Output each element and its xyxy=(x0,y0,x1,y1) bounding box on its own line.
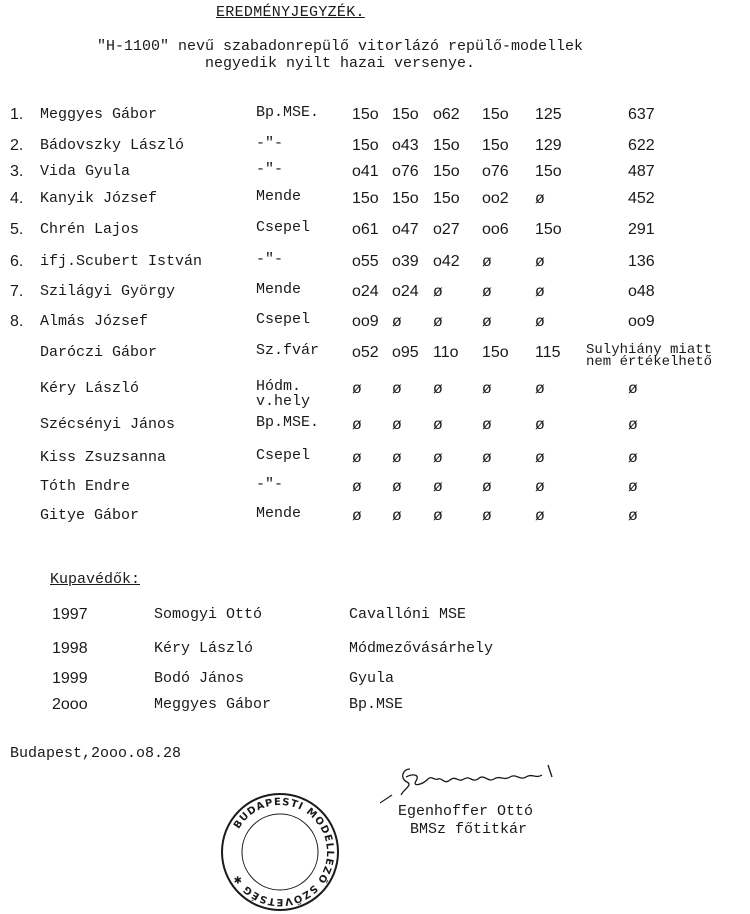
total-cell: o48 xyxy=(628,283,655,300)
score-cell: ø xyxy=(392,478,402,495)
name-cell: Daróczi Gábor xyxy=(40,344,158,361)
club-cell: Hódm. xyxy=(256,378,302,395)
name-cell: Szilágyi György xyxy=(40,283,176,300)
score-cell: o61 xyxy=(352,221,379,238)
club-cell: -"- xyxy=(256,161,284,178)
score-cell: o39 xyxy=(392,253,419,270)
score-cell: 15o xyxy=(433,190,460,207)
score-cell: ø xyxy=(352,478,362,495)
signer-title: BMSz főtitkár xyxy=(410,821,528,838)
table-row xyxy=(0,137,750,159)
score-cell: ø xyxy=(482,380,492,397)
total-cell: ø xyxy=(628,478,638,495)
score-cell: 15o xyxy=(352,190,379,207)
score-cell: ø xyxy=(352,507,362,524)
score-cell: ø xyxy=(352,416,362,433)
cup-name: Meggyes Gábor xyxy=(154,696,272,713)
club-cell: Sz.fvár xyxy=(256,342,320,359)
cup-club: Bp.MSE xyxy=(349,696,404,713)
score-cell: oo2 xyxy=(482,190,509,207)
table-row xyxy=(0,378,750,410)
score-cell: ø xyxy=(482,416,492,433)
score-cell: 15o xyxy=(352,137,379,154)
table-row xyxy=(0,416,750,438)
document-title: EREDMÉNYJEGYZÉK. xyxy=(216,4,365,21)
subtitle-line-2: negyedik nyilt hazai versenye. xyxy=(204,55,476,72)
name-cell: Kéry László xyxy=(40,380,140,397)
table-row xyxy=(0,342,750,370)
name-cell: Meggyes Gábor xyxy=(40,106,158,123)
score-cell: o42 xyxy=(433,253,460,270)
score-cell: ø xyxy=(482,507,492,524)
table-row xyxy=(0,449,750,471)
rank-cell: 5. xyxy=(10,221,24,238)
name-cell: Chrén Lajos xyxy=(40,221,140,238)
table-row xyxy=(0,163,750,185)
place-date: Budapest,2ooo.o8.28 xyxy=(10,745,182,762)
score-cell: 129 xyxy=(535,137,562,154)
total-cell: 637 xyxy=(628,106,655,123)
score-cell: 15o xyxy=(535,163,562,180)
cup-name: Kéry László xyxy=(154,640,254,657)
score-cell: o52 xyxy=(352,344,379,361)
score-cell: 15o xyxy=(535,221,562,238)
score-cell: ø xyxy=(482,283,492,300)
score-cell: ø xyxy=(535,313,545,330)
cup-year: 1998 xyxy=(52,640,88,657)
note-line-2: nem értékelhető xyxy=(586,354,713,370)
table-row xyxy=(0,283,750,305)
club-cell: -"- xyxy=(256,476,284,493)
score-cell: o41 xyxy=(352,163,379,180)
name-cell: Gitye Gábor xyxy=(40,507,140,524)
rank-cell: 7. xyxy=(10,283,24,300)
cup-club: Cavallóni MSE xyxy=(349,606,467,623)
score-cell: ø xyxy=(433,416,443,433)
score-cell: 15o xyxy=(482,344,509,361)
score-cell: ø xyxy=(433,449,443,466)
name-cell: Tóth Endre xyxy=(40,478,131,495)
score-cell: o24 xyxy=(352,283,379,300)
total-cell: 136 xyxy=(628,253,655,270)
score-cell: ø xyxy=(535,190,545,207)
cup-club: Gyula xyxy=(349,670,395,687)
score-cell: o43 xyxy=(392,137,419,154)
score-cell: ø xyxy=(392,449,402,466)
score-cell: ø xyxy=(392,416,402,433)
score-cell: o95 xyxy=(392,344,419,361)
cup-name: Bodó János xyxy=(154,670,245,687)
club-cell: Bp.MSE. xyxy=(256,104,320,121)
score-cell: 115 xyxy=(535,344,561,361)
subtitle-line-1: "H-1100" nevű szabadonrepülő vitorlázó repülő-modellek xyxy=(96,38,584,55)
table-row xyxy=(0,313,750,335)
rank-cell: 8. xyxy=(10,313,24,330)
note-line-1: Sulyhiány miatt xyxy=(586,342,713,358)
svg-text:BUDAPESTI MODELLEZŐ SZÖVETSÉG: BUDAPESTI MODELLEZŐ SZÖVETSÉG ✱ xyxy=(231,796,336,908)
score-cell: ø xyxy=(535,478,545,495)
club-cell: Mende xyxy=(256,505,302,522)
name-cell: ifj.Scubert István xyxy=(40,253,203,270)
total-cell: 452 xyxy=(628,190,655,207)
list-item xyxy=(0,670,750,692)
score-cell: oo6 xyxy=(482,221,509,238)
club-cell: -"- xyxy=(256,251,284,268)
score-cell: o55 xyxy=(352,253,379,270)
cup-year: 2ooo xyxy=(52,696,88,713)
score-cell: 15o xyxy=(392,190,419,207)
score-cell: o24 xyxy=(392,283,419,300)
total-cell: ø xyxy=(628,380,638,397)
club-cell: Csepel xyxy=(256,311,311,328)
cup-club: Módmezővásárhely xyxy=(349,640,494,657)
score-cell: ø xyxy=(535,416,545,433)
list-item xyxy=(0,640,750,662)
club-cell: Mende xyxy=(256,281,302,298)
score-cell: 11o xyxy=(433,344,459,361)
score-cell: ø xyxy=(482,478,492,495)
score-cell: 15o xyxy=(482,137,509,154)
rank-cell: 3. xyxy=(10,163,24,180)
score-cell: ø xyxy=(433,507,443,524)
club-cell: Bp.MSE. xyxy=(256,414,320,431)
signature-image xyxy=(380,755,580,805)
table-row xyxy=(0,507,750,529)
score-cell: o27 xyxy=(433,221,460,238)
total-cell: ø xyxy=(628,507,638,524)
rank-cell: 2. xyxy=(10,137,24,154)
score-cell: o76 xyxy=(392,163,419,180)
rank-cell: 4. xyxy=(10,190,24,207)
score-cell: ø xyxy=(482,449,492,466)
signer-name: Egenhoffer Ottó xyxy=(398,803,534,820)
total-cell: oo9 xyxy=(628,313,655,330)
table-row xyxy=(0,253,750,275)
name-cell: Szécsényi János xyxy=(40,416,176,433)
score-cell: ø xyxy=(392,380,402,397)
club-cell: Mende xyxy=(256,188,302,205)
score-cell: ø xyxy=(392,313,402,330)
score-cell: ø xyxy=(392,507,402,524)
name-cell: Kiss Zsuzsanna xyxy=(40,449,167,466)
score-cell: 125 xyxy=(535,106,562,123)
score-cell: ø xyxy=(352,380,362,397)
score-cell: ø xyxy=(433,380,443,397)
rank-cell: 1. xyxy=(10,106,24,123)
cup-holders-heading: Kupavédők: xyxy=(50,571,141,588)
club-cell: -"- xyxy=(256,135,284,152)
table-row xyxy=(0,190,750,212)
score-cell: 15o xyxy=(433,163,460,180)
cup-name: Somogyi Ottó xyxy=(154,606,263,623)
club-cell: Csepel xyxy=(256,219,311,236)
club-cell: Csepel xyxy=(256,447,311,464)
score-cell: o62 xyxy=(433,106,460,123)
score-cell: 15o xyxy=(352,106,379,123)
score-cell: ø xyxy=(535,507,545,524)
score-cell: ø xyxy=(535,380,545,397)
total-cell: ø xyxy=(628,449,638,466)
score-cell: ø xyxy=(433,313,443,330)
score-cell: 15o xyxy=(482,106,509,123)
cup-year: 1999 xyxy=(52,670,88,687)
rank-cell: 6. xyxy=(10,253,24,270)
table-row xyxy=(0,478,750,500)
name-cell: Bádovszky László xyxy=(40,137,185,154)
name-cell: Vida Gyula xyxy=(40,163,131,180)
total-cell: ø xyxy=(628,416,638,433)
list-item xyxy=(0,696,750,718)
score-cell: 15o xyxy=(392,106,419,123)
total-cell: 487 xyxy=(628,163,655,180)
score-cell: ø xyxy=(433,283,443,300)
score-cell: 15o xyxy=(433,137,460,154)
list-item xyxy=(0,606,750,628)
score-cell: ø xyxy=(433,478,443,495)
score-cell: o47 xyxy=(392,221,419,238)
score-cell: ø xyxy=(535,283,545,300)
score-cell: ø xyxy=(535,449,545,466)
club-cell-line2: v.hely xyxy=(256,393,311,410)
score-cell: ø xyxy=(352,449,362,466)
stamp-seal xyxy=(218,790,342,914)
score-cell: o76 xyxy=(482,163,509,180)
table-row xyxy=(0,221,750,243)
table-row xyxy=(0,106,750,128)
score-cell: ø xyxy=(482,253,492,270)
name-cell: Almás József xyxy=(40,313,149,330)
total-cell: 622 xyxy=(628,137,655,154)
score-cell: oo9 xyxy=(352,313,379,330)
score-cell: ø xyxy=(482,313,492,330)
name-cell: Kanyik József xyxy=(40,190,158,207)
cup-year: 1997 xyxy=(52,606,88,623)
score-cell: ø xyxy=(535,253,545,270)
total-cell: 291 xyxy=(628,221,655,238)
